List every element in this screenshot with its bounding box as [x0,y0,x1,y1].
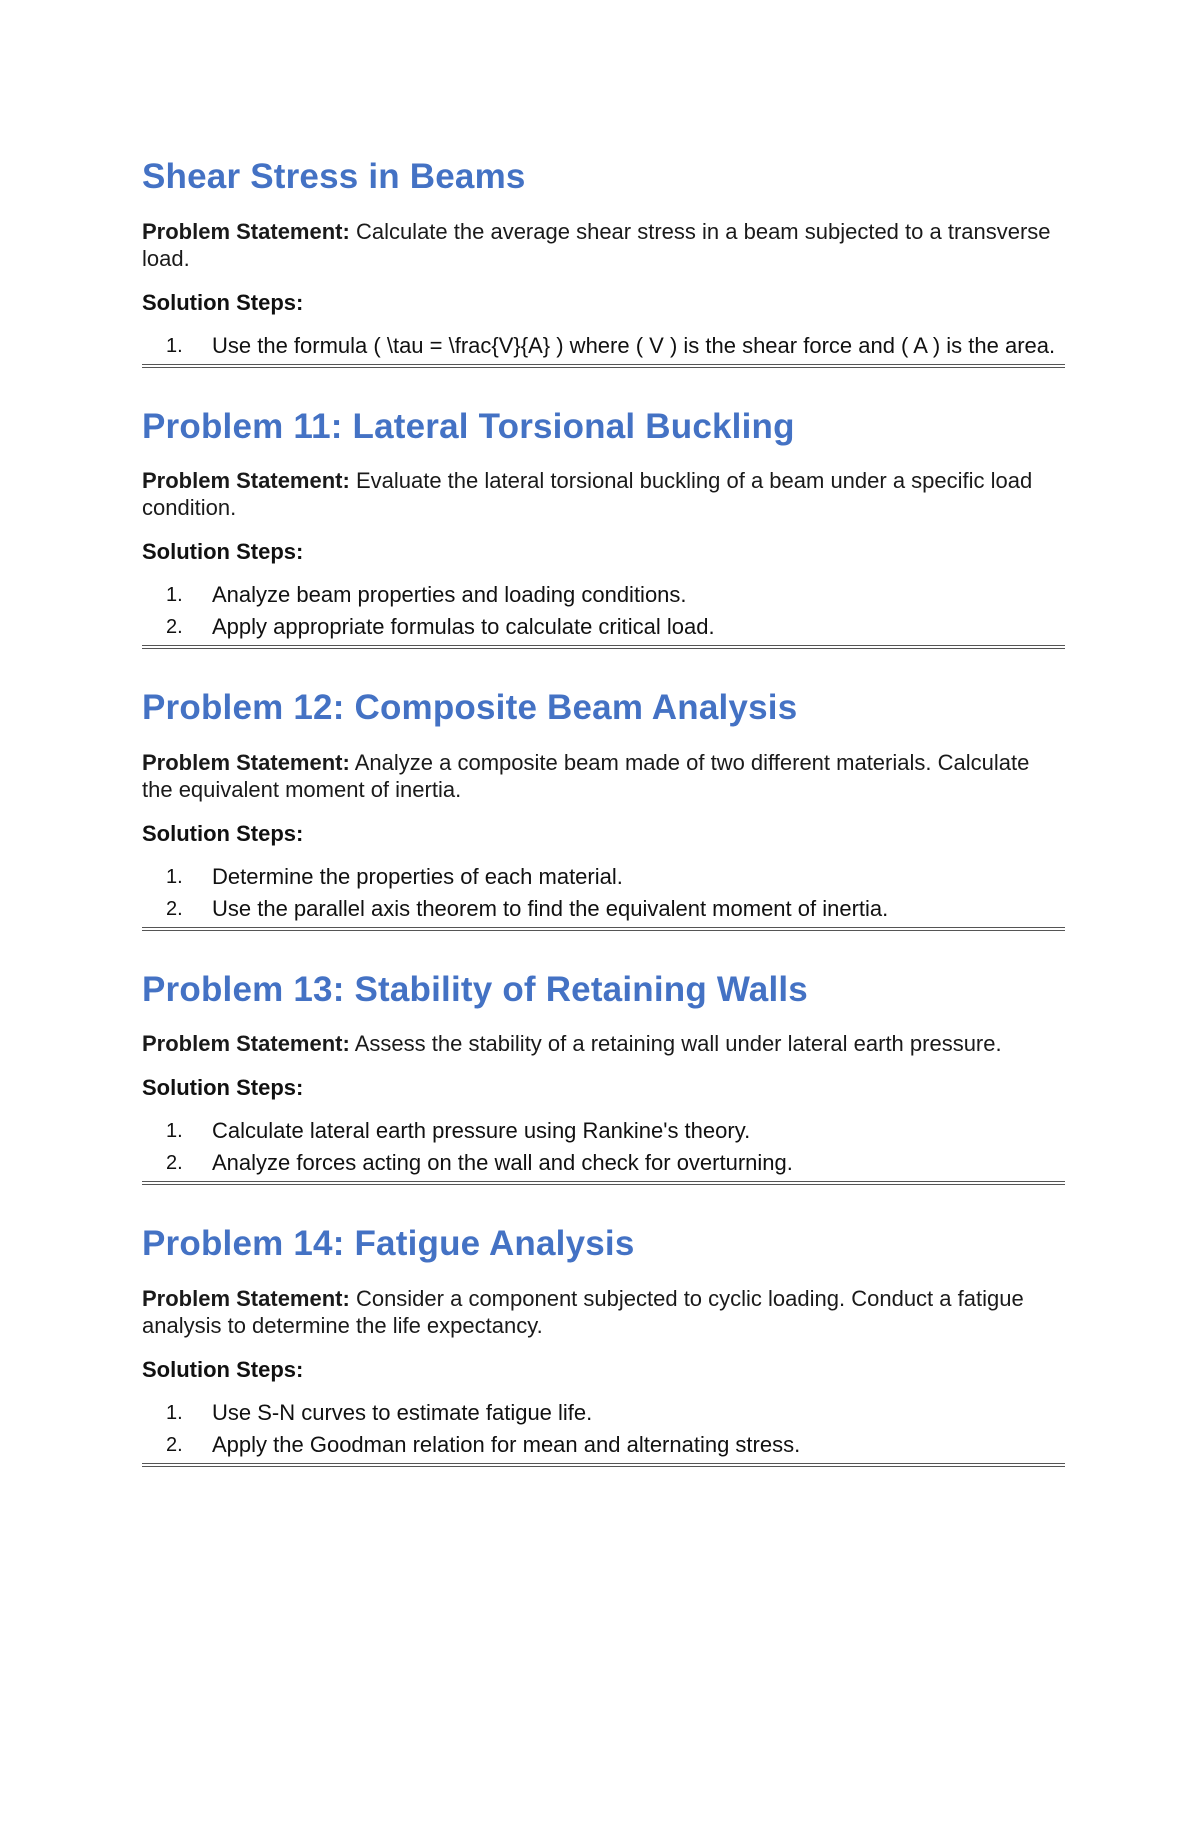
section-title: Problem 13: Stability of Retaining Walls [142,969,808,1009]
solution-steps-list [142,1399,1065,1459]
list-item [142,613,1065,641]
solution-steps-label: Solution Steps: [142,539,304,564]
section-title: Problem 11: Lateral Torsional Buckling [142,406,795,446]
section-divider [142,645,1065,649]
problem-section [142,971,1065,1186]
problem-section [142,158,1065,368]
list-item [142,1431,1065,1459]
section-divider [142,1181,1065,1185]
step-text: Use the formula ( \tau = \frac{V}{A} ) where ( V ) is the shear force and ( A ) is the area. [212,332,1056,358]
problem-section [142,1225,1065,1467]
step-text: Analyze beam properties and loading conditions. [212,582,687,607]
solution-steps-list [142,1117,1065,1177]
step-text: Apply appropriate formulas to calculate critical load. [212,614,715,639]
section-title: Problem 14: Fatigue Analysis [142,1224,635,1263]
step-number: 2. [166,1152,183,1174]
problem-section [142,408,1065,650]
problem-section [142,689,1065,931]
problem-statement-text: Calculate the average shear stress in a beam subjected to a transverse load. [142,218,1051,271]
solution-steps-list [142,863,1065,923]
step-number: 1. [166,865,183,888]
list-item [142,863,1065,891]
problem-statement [142,218,1065,272]
solution-steps-label: Solution Steps: [142,1075,304,1100]
step-text: Use the parallel axis theorem to find the equivalent moment of inertia. [212,895,889,921]
problem-statement [142,1285,1065,1339]
section-divider [142,1463,1065,1467]
solution-steps-list [142,332,1065,360]
step-text: Apply the Goodman relation for mean and alternating stress. [212,1431,801,1457]
problem-statement-text: Assess the stability of a retaining wall under lateral earth pressure. [349,1031,1002,1056]
problem-statement-text: Analyze a composite beam made of two different materials. Calculate the equivalent moment of inertia. [142,749,1030,802]
problem-statement-label: Problem Statement: [142,218,350,244]
problem-statement-label: Problem Statement: [142,1031,350,1056]
problem-statement-text: Evaluate the lateral torsional buckling of a beam under a specific load condition. [142,468,1033,520]
problem-statement-label: Problem Statement: [142,468,350,493]
step-text: Analyze forces acting on the wall and check for overturning. [212,1150,793,1175]
section-title: Problem 12: Composite Beam Analysis [142,688,798,727]
solution-steps-label: Solution Steps: [142,820,304,846]
list-item [142,1399,1065,1427]
list-item [142,895,1065,923]
section-title: Shear Stress in Beams [142,157,526,196]
step-number: 2. [166,616,183,638]
solution-steps-list [142,581,1065,641]
step-number: 2. [166,1433,183,1456]
list-item [142,1149,1065,1177]
list-item [142,332,1065,360]
problem-statement [142,749,1065,803]
list-item [142,581,1065,609]
list-item [142,1117,1065,1145]
step-text: Calculate lateral earth pressure using Rankine's theory. [212,1118,751,1143]
step-number: 2. [166,897,183,920]
problem-statement-label: Problem Statement: [142,1285,350,1311]
section-divider [142,927,1065,931]
step-number: 1. [166,1120,183,1142]
problem-statement [142,1030,1065,1057]
problem-statement-label: Problem Statement: [142,749,350,775]
section-divider [142,364,1065,368]
problem-statement [142,467,1065,521]
step-text: Determine the properties of each material. [212,863,623,889]
step-number: 1. [166,1401,183,1424]
solution-steps-label: Solution Steps: [142,1356,304,1382]
step-number: 1. [166,334,183,357]
step-text: Use S-N curves to estimate fatigue life. [212,1399,593,1425]
problem-statement-text: Consider a component subjected to cyclic loading. Conduct a fatigue analysis to determine the life expectancy. [142,1285,1024,1338]
step-number: 1. [166,584,183,606]
solution-steps-label: Solution Steps: [142,289,304,315]
